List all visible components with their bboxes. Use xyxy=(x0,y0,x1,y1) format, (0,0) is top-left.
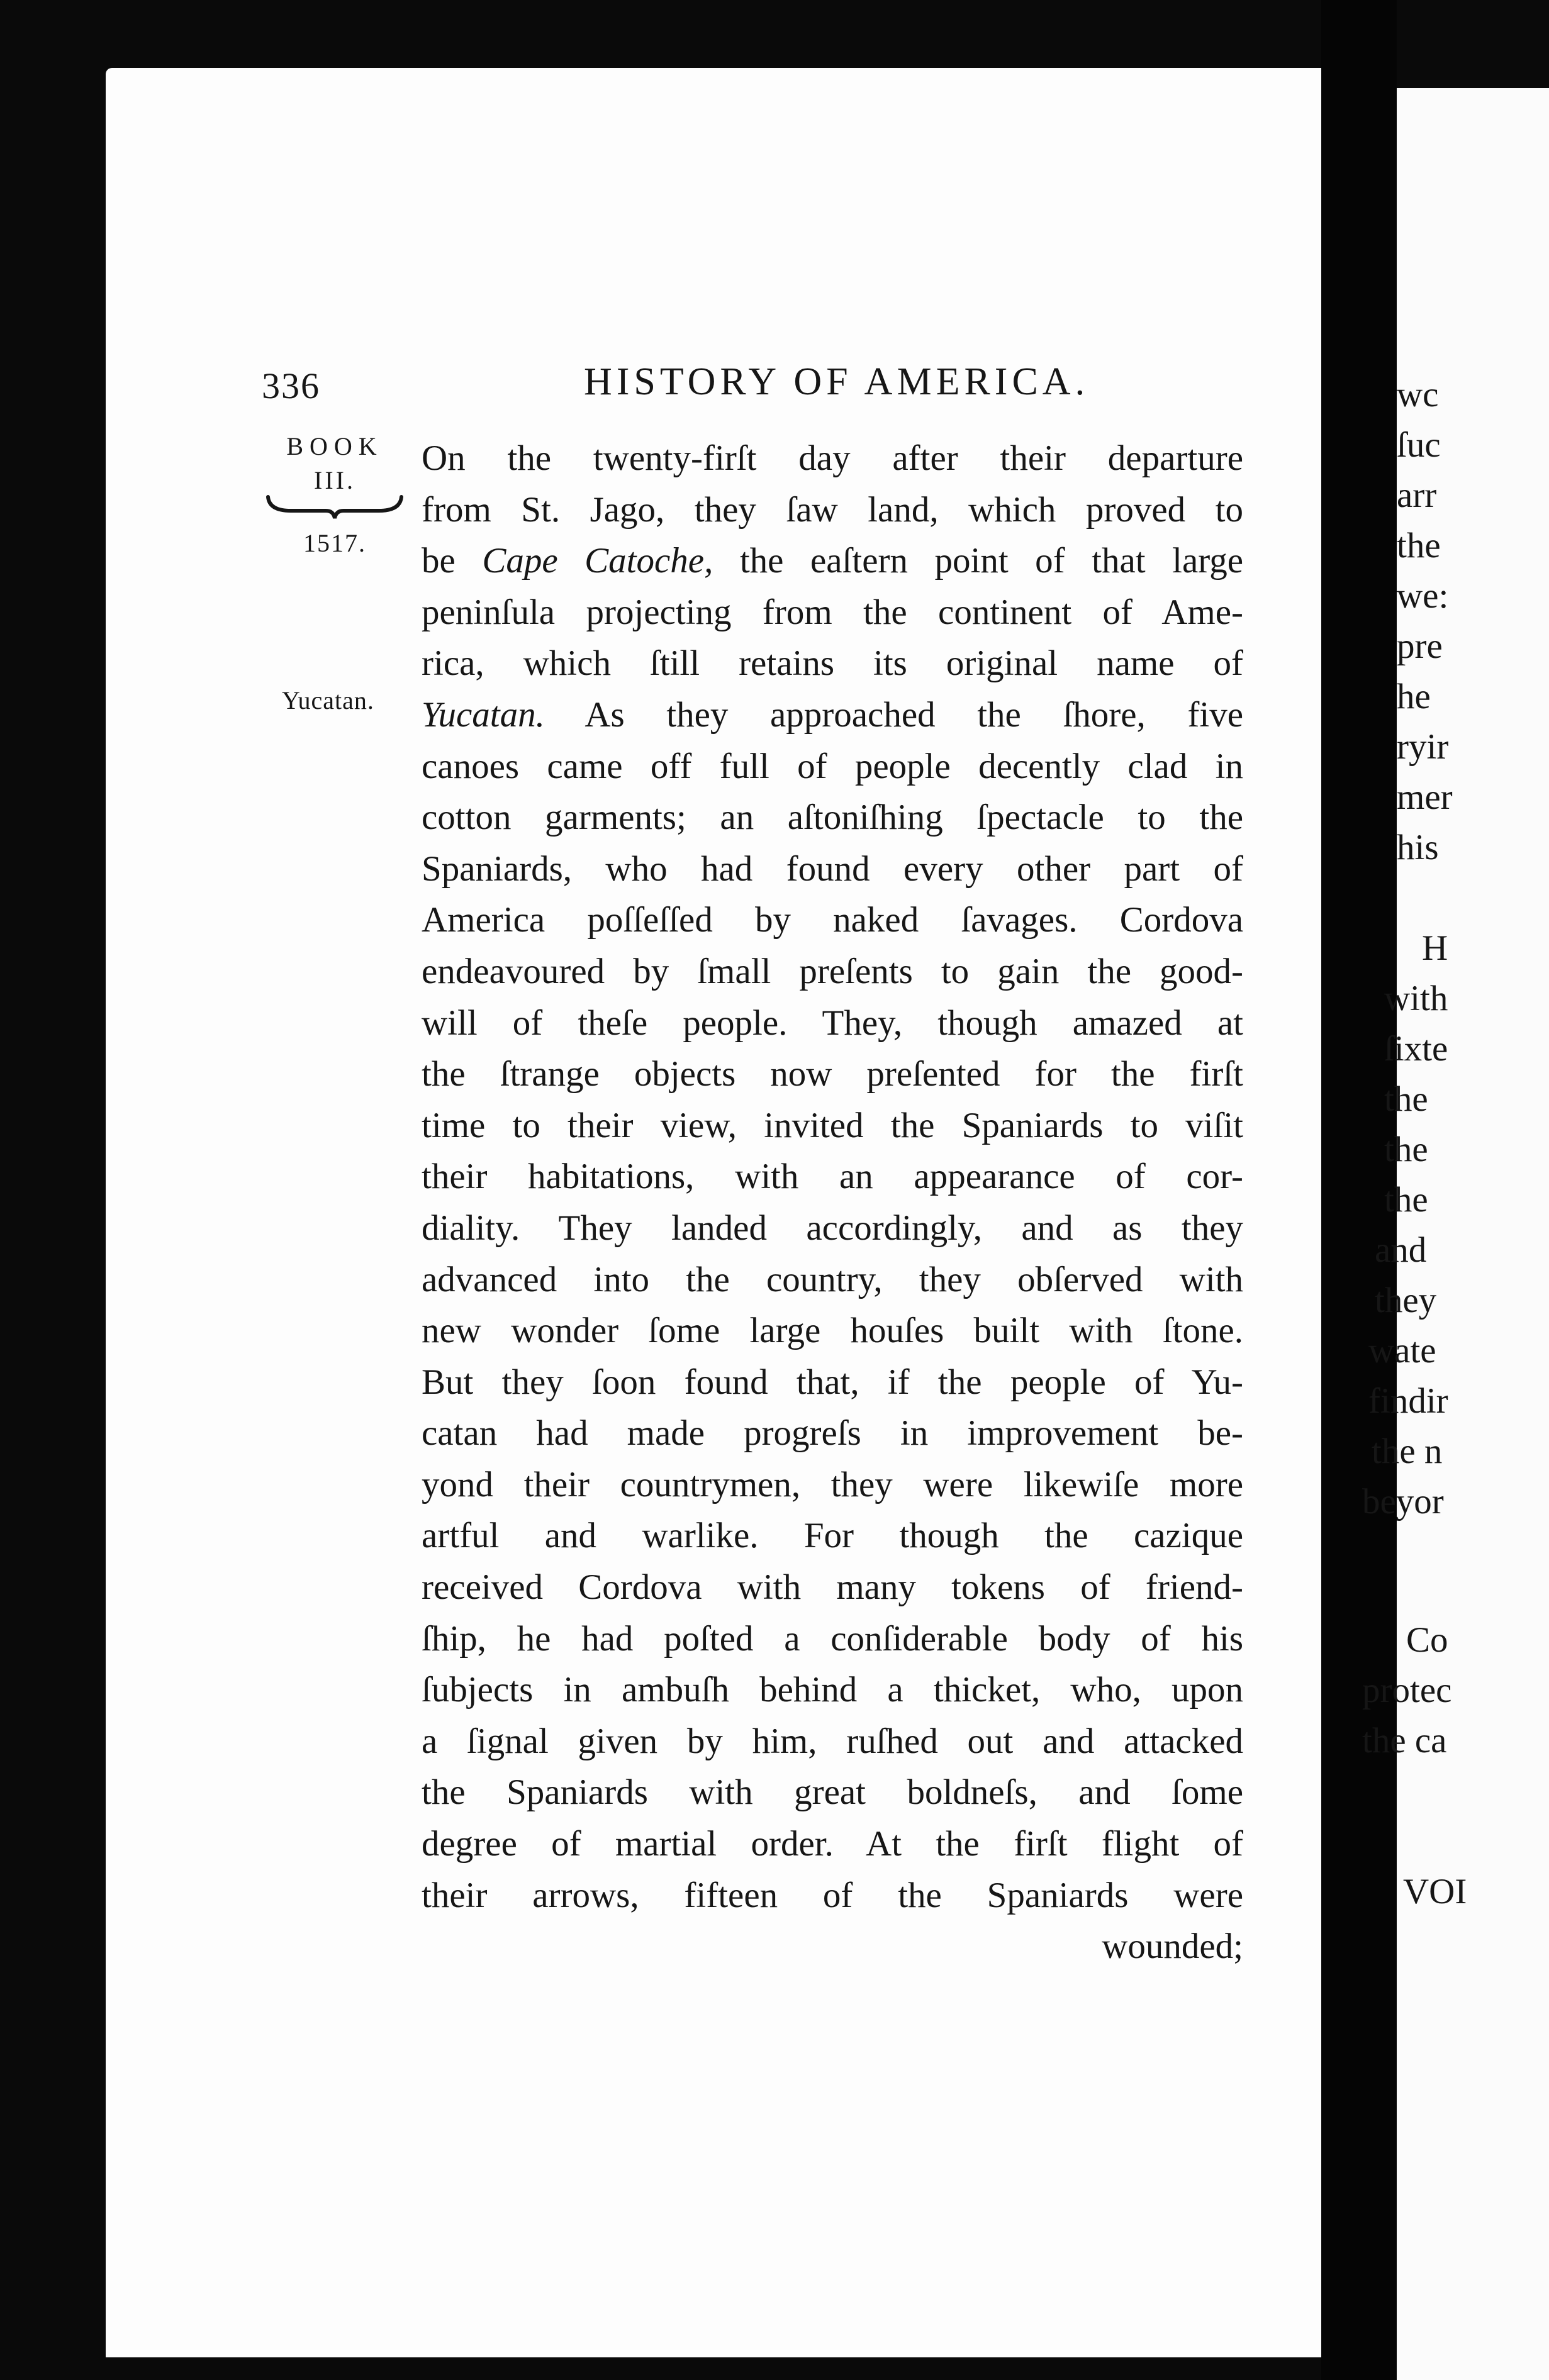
margin-book-volume: III. xyxy=(314,466,355,494)
text-line: artful and warlike. For though the cazique xyxy=(422,1516,1243,1556)
text-line: wounded; xyxy=(1102,1927,1243,1967)
right-page-fragment: ſixte xyxy=(1384,1029,1448,1069)
text-line: catan had made progreſs in improvement be- xyxy=(422,1413,1243,1454)
text-line: endeavoured by ſmall preſents to gain the good- xyxy=(422,951,1243,991)
right-page-fragment: the n xyxy=(1372,1432,1443,1471)
page-number: 336 xyxy=(262,365,320,406)
text-line: received Cordova with many tokens of friend- xyxy=(422,1567,1243,1608)
text-line: from St. Jago, they ſaw land, which proved to xyxy=(422,489,1243,530)
right-page-fragment: they xyxy=(1375,1281,1437,1320)
right-page-fragment: he xyxy=(1397,677,1431,716)
text-line: their habitations, with an appearance of cor- xyxy=(422,1157,1243,1197)
text-line: canoes came off full of people decently clad in xyxy=(422,746,1243,786)
text-line: Spaniards, who had found every other part of xyxy=(422,848,1243,889)
right-page-fragment: ryir xyxy=(1397,727,1449,767)
text-line: a ſignal given by him, ruſhed out and attacked xyxy=(422,1721,1243,1761)
right-page-fragment: VOI xyxy=(1403,1872,1467,1911)
margin-brace-ornament xyxy=(266,492,404,521)
right-page-fragment: findir xyxy=(1368,1381,1448,1421)
text-line: ſubjects in ambuſh behind a thicket, who, upon xyxy=(422,1670,1243,1710)
text-line: America poſſeſſed by naked ſavages. Cordova xyxy=(422,900,1243,940)
right-page-fragment: beyor xyxy=(1362,1482,1444,1521)
right-page-fragment: H xyxy=(1422,928,1448,968)
right-page-text-fragments xyxy=(1362,88,1549,2380)
text-line: yond their countrymen, they were likewiſe more xyxy=(422,1464,1243,1504)
text-line: their arrows, fifteen of the Spaniards were xyxy=(422,1875,1243,1915)
text-line: new wonder ſome large houſes built with ſtone. xyxy=(422,1311,1243,1351)
text-line: diality. They landed accordingly, and as they xyxy=(422,1208,1243,1248)
right-page-fragment: with xyxy=(1384,979,1448,1018)
text-line: peninſula projecting from the continent of Ame- xyxy=(422,592,1243,632)
margin-side-note: Yucatan. xyxy=(282,686,374,715)
right-page-fragment: the xyxy=(1397,526,1441,565)
text-line: advanced into the country, they obſerved with xyxy=(422,1259,1243,1299)
running-head: HISTORY OF AMERICA. xyxy=(584,360,1090,403)
right-page-fragment: protec xyxy=(1362,1671,1452,1710)
text-line: the ſtrange objects now preſented for the firſt xyxy=(422,1054,1243,1094)
right-page-fragment: mer xyxy=(1397,777,1453,817)
text-line: On the twenty-firſt day after their departure xyxy=(422,438,1243,478)
text-line: rica, which ſtill retains its original name of xyxy=(422,643,1243,684)
text-line: the Spaniards with great boldneſs, and ſome xyxy=(422,1772,1243,1813)
right-page-fragment: his xyxy=(1397,828,1439,867)
right-page-fragment: wc xyxy=(1397,375,1439,414)
text-line: cotton garments; an aſtoniſhing ſpectacle to the xyxy=(422,798,1243,838)
right-page-fragment: and xyxy=(1375,1230,1427,1270)
margin-year: 1517. xyxy=(303,529,366,557)
right-page-fragment: the xyxy=(1384,1079,1428,1119)
right-page-fragment: the xyxy=(1384,1180,1428,1220)
right-page xyxy=(1362,88,1549,2380)
text-line: time to their view, invited the Spaniards to viſit xyxy=(422,1105,1243,1145)
right-page-fragment: Co xyxy=(1406,1620,1448,1660)
right-page-fragment: pre xyxy=(1397,626,1443,666)
right-page-fragment: the xyxy=(1384,1130,1428,1169)
right-page-fragment: arr xyxy=(1397,475,1437,515)
right-page-fragment: wate xyxy=(1368,1331,1436,1371)
text-line: Yucatan. As they approached the ſhore, five xyxy=(422,694,1244,735)
right-page-fragment: the ca xyxy=(1362,1721,1447,1760)
margin-book-label: BOOK xyxy=(286,432,383,460)
right-page-fragment: ſuc xyxy=(1397,425,1441,465)
text-line: ſhip, he had poſted a conſiderable body of his xyxy=(422,1618,1243,1659)
text-line: But they ſoon found that, if the people of Yu- xyxy=(422,1362,1243,1402)
text-line: degree of martial order. At the firſt flight of xyxy=(422,1824,1243,1864)
right-page-fragment: we: xyxy=(1397,576,1449,616)
body-text xyxy=(422,433,1243,1972)
text-line: will of theſe people. They, though amazed at xyxy=(422,1003,1243,1043)
text-line: be Cape Catoche, the eaſtern point of that large xyxy=(422,541,1243,581)
